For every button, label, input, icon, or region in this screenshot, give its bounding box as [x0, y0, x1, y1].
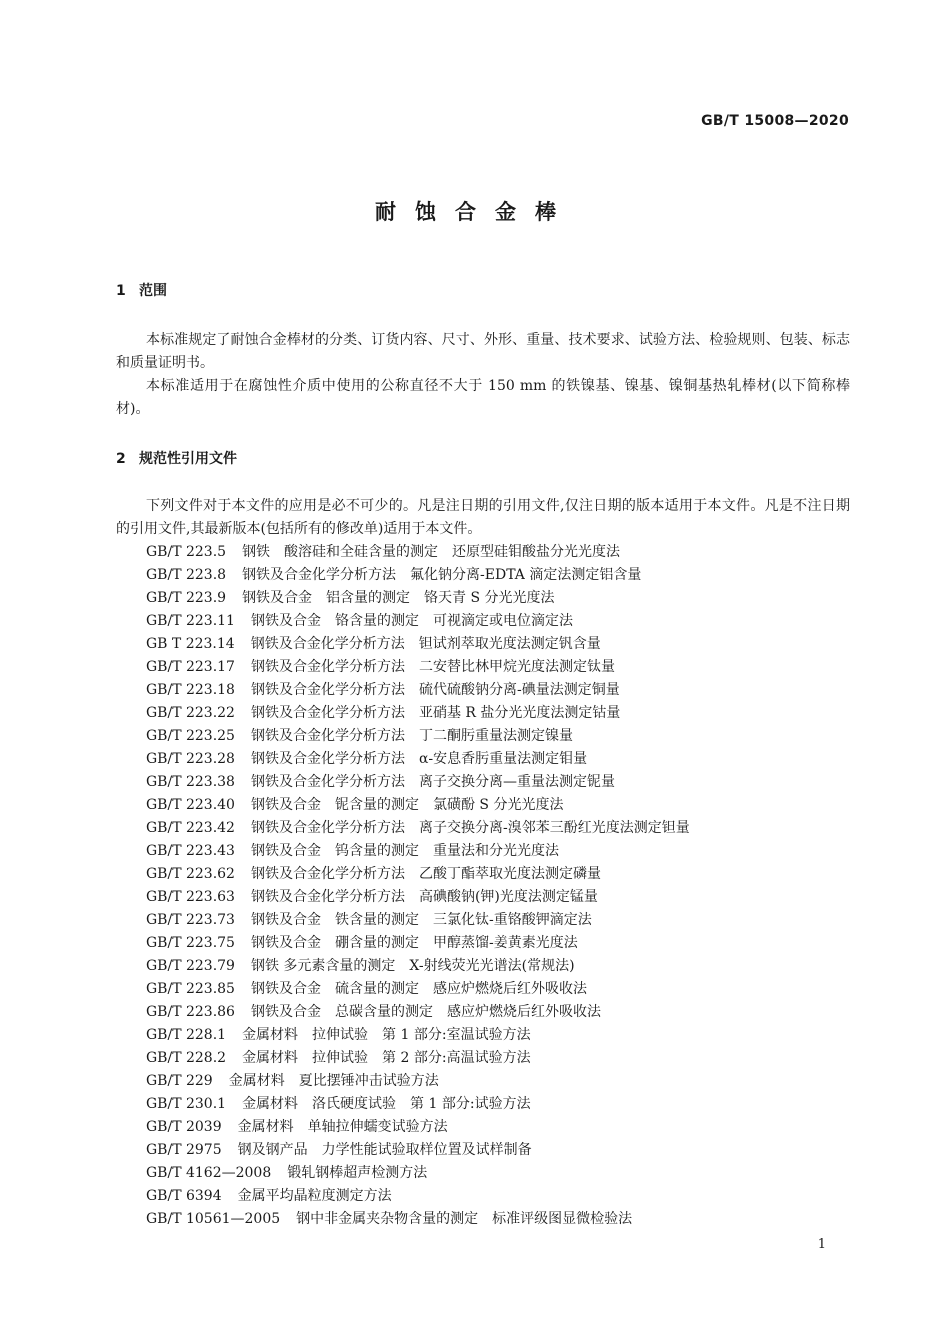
reference-code: GB/T 223.9 — [146, 590, 227, 606]
reference-title: 钢铁及合金化学分析方法 二安替比林甲烷光度法测定钛量 — [250, 659, 615, 675]
reference-title: 金属材料 单轴拉伸蠕变试验方法 — [237, 1119, 448, 1135]
reference-item — [146, 1208, 690, 1231]
reference-code: GB/T 223.22 — [146, 705, 235, 721]
reference-item — [146, 771, 690, 794]
reference-item — [146, 541, 690, 564]
reference-code: GB/T 223.43 — [146, 843, 235, 859]
reference-item — [146, 564, 690, 587]
reference-title: 钢铁及合金 总碳含量的测定 感应炉燃烧后红外吸收法 — [250, 1004, 601, 1020]
reference-title: 钢中非金属夹杂物含量的测定 标准评级图显微检验法 — [296, 1211, 633, 1227]
reference-item — [146, 1047, 690, 1070]
reference-item — [146, 1162, 690, 1185]
reference-item — [146, 1185, 690, 1208]
reference-item — [146, 1139, 690, 1162]
reference-item — [146, 932, 690, 955]
reference-code: GB/T 223.85 — [146, 981, 235, 997]
reference-item — [146, 587, 690, 610]
reference-item — [146, 909, 690, 932]
reference-code: GB/T 223.8 — [146, 567, 227, 583]
reference-code: GB/T 6394 — [146, 1188, 222, 1204]
document-title: 耐蚀合金棒 — [375, 200, 575, 224]
reference-item — [146, 794, 690, 817]
reference-item — [146, 633, 690, 656]
reference-item — [146, 840, 690, 863]
reference-code: GB/T 223.42 — [146, 820, 235, 836]
reference-title: 钢铁及合金 钨含量的测定 重量法和分光光度法 — [250, 843, 559, 859]
reference-code: GB/T 223.75 — [146, 935, 235, 951]
reference-code: GB/T 230.1 — [146, 1096, 227, 1112]
reference-item — [146, 978, 690, 1001]
reference-item — [146, 610, 690, 633]
reference-code: GB/T 223.25 — [146, 728, 235, 744]
reference-title: 金属材料 夏比摆锤冲击试验方法 — [228, 1073, 439, 1089]
reference-item — [146, 725, 690, 748]
reference-code: GB/T 223.18 — [146, 682, 235, 698]
section-heading-scope — [116, 280, 167, 300]
reference-code: GB/T 223.5 — [146, 544, 227, 560]
reference-item — [146, 1116, 690, 1139]
reference-title: 钢铁及合金 硼含量的测定 甲醇蒸馏-姜黄素光度法 — [250, 935, 578, 951]
reference-title: 钢铁及合金化学分析方法 钽试剂萃取光度法测定钒含量 — [250, 636, 601, 652]
reference-code: GB/T 228.2 — [146, 1050, 227, 1066]
reference-title: 钢铁及合金 硫含量的测定 感应炉燃烧后红外吸收法 — [250, 981, 587, 997]
reference-code: GB/T 223.40 — [146, 797, 235, 813]
reference-item — [146, 748, 690, 771]
reference-code: GB/T 223.28 — [146, 751, 235, 767]
reference-item — [146, 863, 690, 886]
reference-code: GB/T 223.11 — [146, 613, 235, 629]
reference-title: 钢铁及合金化学分析方法 离子交换分离-溴邻苯三酚红光度法测定钽量 — [250, 820, 690, 836]
scope-paragraph-1: 本标准规定了耐蚀合金棒材的分类、订货内容、尺寸、外形、重量、技术要求、试验方法、检验规则、包装、标志和质量证明书。 — [116, 332, 850, 371]
reference-title: 钢铁及合金化学分析方法 α-安息香肟重量法测定钼量 — [250, 751, 588, 767]
reference-item — [146, 817, 690, 840]
section-number: 2 — [116, 451, 126, 467]
reference-title: 钢铁及合金化学分析方法 硫代硫酸钠分离-碘量法测定铜量 — [250, 682, 620, 698]
reference-code: GB/T 223.38 — [146, 774, 235, 790]
reference-title: 钢铁及合金 铁含量的测定 三氯化钛-重铬酸钾滴定法 — [250, 912, 592, 928]
reference-code: GB/T 223.62 — [146, 866, 235, 882]
reference-item — [146, 886, 690, 909]
reference-code: GB/T 228.1 — [146, 1027, 227, 1043]
reference-item — [146, 679, 690, 702]
references-intro-paragraph: 下列文件对于本文件的应用是必不可少的。凡是注日期的引用文件,仅注日期的版本适用于本文件。凡是不注日期的引用文件,其最新版本(包括所有的修改单)适用于本文件。 — [116, 498, 850, 537]
reference-code: GB/T 223.17 — [146, 659, 235, 675]
reference-title: 钢铁 酸溶硅和全硅含量的测定 还原型硅钼酸盐分光光度法 — [242, 544, 621, 560]
reference-item — [146, 1024, 690, 1047]
reference-title: 钢铁及合金 铌含量的测定 氯磺酚 S 分光光度法 — [250, 797, 564, 813]
reference-code: GB/T 4162—2008 — [146, 1165, 272, 1181]
reference-title: 钢铁 多元素含量的测定 X-射线荧光光谱法(常规法) — [250, 958, 575, 974]
page-number: 1 — [817, 1237, 826, 1252]
reference-item — [146, 702, 690, 725]
reference-code: GB/T 229 — [146, 1073, 213, 1089]
section-title: 规范性引用文件 — [139, 451, 237, 467]
reference-title: 钢铁及合金化学分析方法 丁二酮肟重量法测定镍量 — [250, 728, 573, 744]
reference-title: 钢铁及合金化学分析方法 亚硝基 R 盐分光光度法测定钴量 — [250, 705, 621, 721]
reference-code: GB/T 2039 — [146, 1119, 222, 1135]
reference-title: 钢及钢产品 力学性能试验取样位置及试样制备 — [237, 1142, 532, 1158]
reference-code: GB/T 10561—2005 — [146, 1211, 281, 1227]
reference-code: GB/T 223.73 — [146, 912, 235, 928]
section-title: 范围 — [139, 283, 167, 299]
reference-item — [146, 656, 690, 679]
reference-title: 金属平均晶粒度测定方法 — [237, 1188, 392, 1204]
reference-code: GB T 223.14 — [146, 636, 235, 652]
reference-code: GB/T 223.79 — [146, 958, 235, 974]
reference-code: GB/T 223.63 — [146, 889, 235, 905]
reference-item — [146, 955, 690, 978]
section-heading-normative-references — [116, 448, 237, 468]
reference-title: 钢铁及合金化学分析方法 离子交换分离—重量法测定铌量 — [250, 774, 615, 790]
reference-title: 钢铁及合金 铝含量的测定 铬天青 S 分光光度法 — [242, 590, 555, 606]
reference-code: GB/T 223.86 — [146, 1004, 235, 1020]
reference-title: 钢铁及合金化学分析方法 氟化钠分离-EDTA 滴定法测定铝含量 — [242, 567, 642, 583]
reference-title: 金属材料 拉伸试验 第 2 部分:高温试验方法 — [242, 1050, 531, 1066]
reference-title: 钢铁及合金化学分析方法 乙酸丁酯萃取光度法测定磷量 — [250, 866, 601, 882]
reference-item — [146, 1093, 690, 1116]
reference-item — [146, 1001, 690, 1024]
reference-code: GB/T 2975 — [146, 1142, 222, 1158]
scope-paragraph-2: 本标准适用于在腐蚀性介质中使用的公称直径不大于 150 mm 的铁镍基、镍基、镍铜基热轧棒材(以下简称棒材)。 — [116, 378, 850, 417]
reference-item — [146, 1070, 690, 1093]
document-code: GB/T 15008—2020 — [701, 113, 849, 129]
reference-title: 钢铁及合金 铬含量的测定 可视滴定或电位滴定法 — [250, 613, 573, 629]
reference-title: 金属材料 拉伸试验 第 1 部分:室温试验方法 — [242, 1027, 531, 1043]
reference-list — [146, 541, 690, 1231]
section-number: 1 — [116, 283, 126, 299]
reference-title: 金属材料 洛氏硬度试验 第 1 部分:试验方法 — [242, 1096, 531, 1112]
reference-title: 钢铁及合金化学分析方法 高碘酸钠(钾)光度法测定锰量 — [250, 889, 598, 905]
reference-title: 锻轧钢棒超声检测方法 — [287, 1165, 428, 1181]
